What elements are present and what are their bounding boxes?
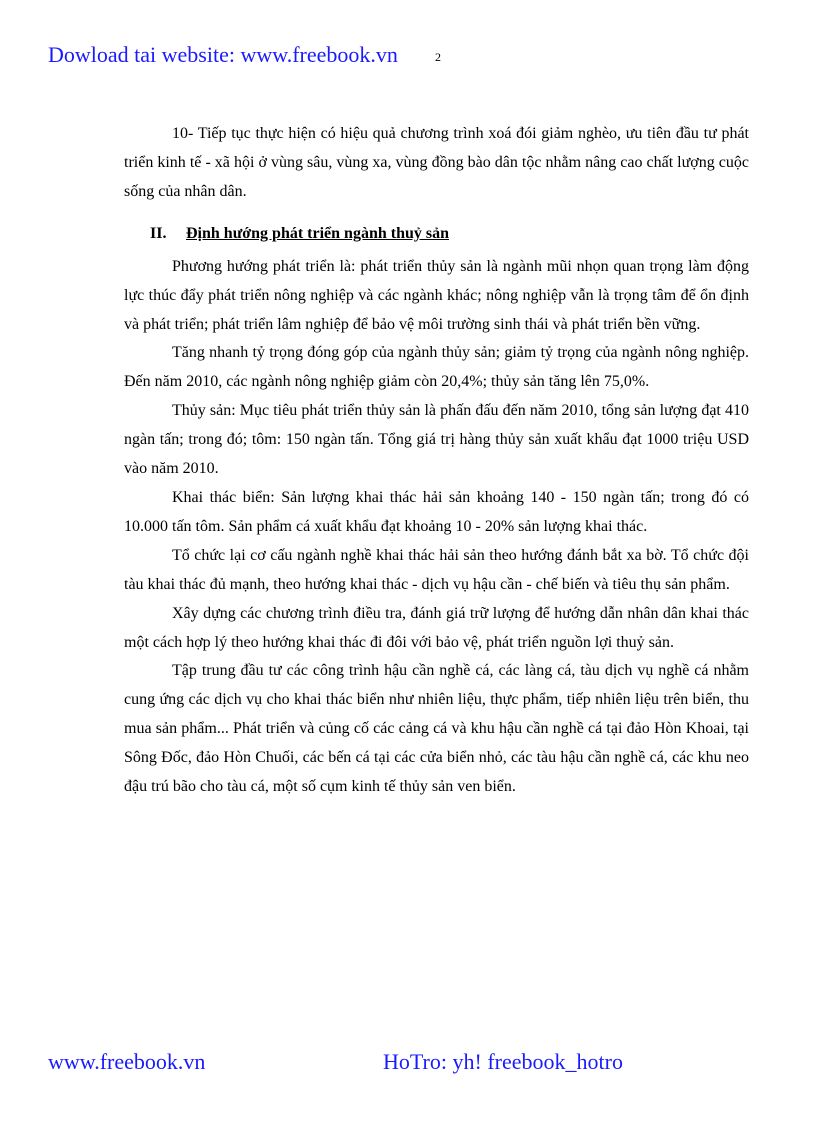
document-body	[124, 120, 749, 802]
paragraph: Xây dựng các chương trình điều tra, đánh giá trữ lượng để hướng dẫn nhân dân khai thác một cách hợp lý theo hướng khai thác đi đôi với bảo vệ, phát triển nguồn lợi thuỷ sản.	[124, 604, 749, 651]
paragraph: Khai thác biển: Sản lượng khai thác hải sản khoảng 140 - 150 ngàn tấn; trong đó có 10.000 tấn tôm. Sản phẩm cá xuất khẩu đạt khoảng 10 - 20% sản lượng khai thác.	[124, 488, 749, 535]
paragraph: Thủy sản: Mục tiêu phát triển thủy sản là phấn đấu đến năm 2010, tổng sản lượng đạt 410 ngàn tấn; trong đó; tôm: 150 ngàn tấn. Tổng giá trị hàng thủy sản xuất khẩu đạt 1000 triệu USD vào năm 2010.	[124, 402, 749, 478]
paragraph: Tăng nhanh tỷ trọng đóng góp của ngành thủy sản; giảm tỷ trọng của ngành nông nghiệp. Đến năm 2010, các ngành nông nghiệp giảm còn 20,4%; thủy sản tăng lên 75,0%.	[124, 344, 749, 391]
section-heading	[124, 221, 749, 247]
intro-paragraph: 10- Tiếp tục thực hiện có hiệu quả chương trình xoá đói giảm nghèo, ưu tiên đầu tư phát triển kinh tế - xã hội ở vùng sâu, vùng xa, vùng đồng bào dân tộc nhằm nâng cao chất lượng cuộc sống của nhân dân.	[124, 125, 749, 200]
header-link-text[interactable]: Dowload tai website: www.freebook.vn	[48, 42, 398, 67]
footer-support-link[interactable]: HoTro: yh! freebook_hotro	[383, 1049, 623, 1074]
page-number: 2	[435, 50, 441, 64]
paragraph: Tổ chức lại cơ cấu ngành nghề khai thác hải sản theo hướng đánh bắt xa bờ. Tổ chức đội tàu khai thác đủ mạnh, theo hướng khai thác - dịch vụ hậu cần - chế biến và tiêu thụ sản phẩm.	[124, 546, 749, 593]
paragraph: Phương hướng phát triển là: phát triển thủy sản là ngành mũi nhọn quan trọng làm động lực thúc đẩy phát triển nông nghiệp và các ngành khác; nông nghiệp vẫn là trọng tâm để ổn định và phát triển; phát triển lâm nghiệp để bảo vệ môi trường sinh thái và phát triển bền vững.	[124, 257, 749, 333]
section-number: II.	[150, 224, 167, 242]
section-title: Định hướng phát triển ngành thuỷ sản	[186, 224, 449, 242]
paragraph: Tập trung đầu tư các công trình hậu cần nghề cá, các làng cá, tàu dịch vụ nghề cá nhằm cung ứng các dịch vụ cho khai thác biển như nhiên liệu, thực phẩm, tiếp nhiên liệu trên biển, thu mua sản phẩm... Phát triển và củng cố các cảng cá và khu hậu cần nghề cá tại đảo Hòn Khoai, tại Sông Đốc, đảo Hòn Chuối, các bến cá tại các cửa biển nhỏ, các tàu hậu cần nghề cá, các khu neo đậu trú bão cho tàu cá, một số cụm kinh tế thủy sản ven biển.	[124, 662, 749, 796]
footer-website-link[interactable]: www.freebook.vn	[48, 1049, 206, 1074]
